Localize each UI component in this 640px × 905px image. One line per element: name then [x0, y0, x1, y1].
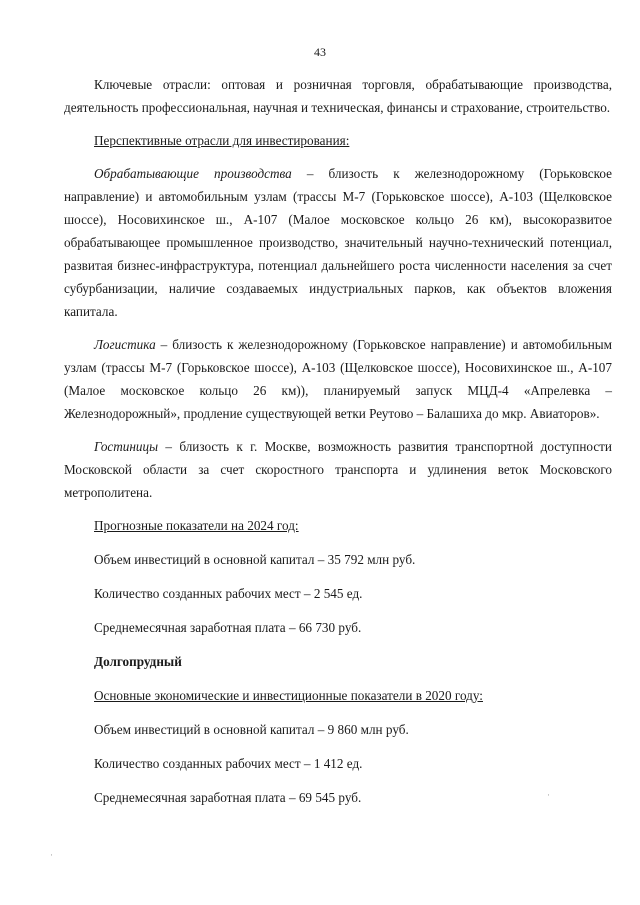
document-body — [64, 73, 612, 809]
page-number: 43 — [314, 45, 326, 59]
indicators-heading — [64, 684, 612, 707]
indicator-salary: Среднемесячная заработная плата – 69 545 руб. — [94, 790, 362, 805]
indicator-investment: Объем инвестиций в основной капитал – 9 860 млн руб. — [94, 722, 409, 737]
scan-speck: · — [50, 850, 53, 860]
forecast-heading-text: Прогнозные показатели на 2024 год: — [94, 518, 299, 533]
forecast-jobs: Количество созданных рабочих мест – 2 545 ед. — [94, 586, 363, 601]
scan-speck: · — [547, 790, 550, 800]
logistics-paragraph — [64, 333, 612, 425]
logistics-label: Логистика — [94, 337, 156, 352]
hotels-label: Гостиницы — [94, 439, 159, 454]
key-industries-paragraph: Ключевые отрасли: оптовая и розничная торговля, обрабатывающие производства, деятельность профессиональная, научная и техническая, финансы и страхование, строительство. — [64, 77, 612, 115]
manufacturing-label: Обрабатывающие производства — [94, 166, 292, 181]
forecast-salary: Среднемесячная заработная плата – 66 730 руб. — [94, 620, 362, 635]
promising-industries-heading — [64, 129, 612, 152]
hotels-text: – близость к г. Москве, возможность развития транспортной доступности Московской области за счет скоростного транспорта и удлинения веток Московского метрополитена. — [64, 439, 612, 500]
manufacturing-paragraph — [64, 162, 612, 323]
promising-industries-heading-text: Перспективные отрасли для инвестирования: — [94, 133, 350, 148]
forecast-investment: Объем инвестиций в основной капитал – 35 792 млн руб. — [94, 552, 416, 567]
forecast-heading — [64, 514, 612, 537]
indicator-jobs: Количество созданных рабочих мест – 1 412 ед. — [94, 756, 363, 771]
indicators-heading-text: Основные экономические и инвестиционные показатели в 2020 году: — [94, 688, 483, 703]
logistics-text: – близость к железнодорожному (Горьковское направление) и автомобильным узлам (трассы М-7 (Горьковское шоссе), А-103 (Щелковское шоссе), Носовихинское ш., А-107 (Малое московское кольцо 26 км)), планируемый запуск МЦД-4 «Апрелевка – Железнодорожный», продление существующей ветки Реутово – Балашиха до мкр. Авиаторов». — [64, 337, 612, 421]
hotels-paragraph — [64, 435, 612, 504]
manufacturing-text: – близость к железнодорожному (Горьковское направление) и автомобильным узлам (трассы М-7 (Горьковское шоссе), А-103 (Щелковское шоссе), Носовихинское ш., А-107 (Малое московское кольцо 26 км), высокоразвитое обрабатывающее промышленное производство, значительный научно-технический потенциал, развитая бизнес-инфраструктура, потенциал дальнейшего роста численности населения за счет субурбанизации, наличие создаваемых индустриальных парков, как объектов вложения капитала. — [64, 166, 612, 319]
city-heading: Долгопрудный — [94, 654, 182, 669]
